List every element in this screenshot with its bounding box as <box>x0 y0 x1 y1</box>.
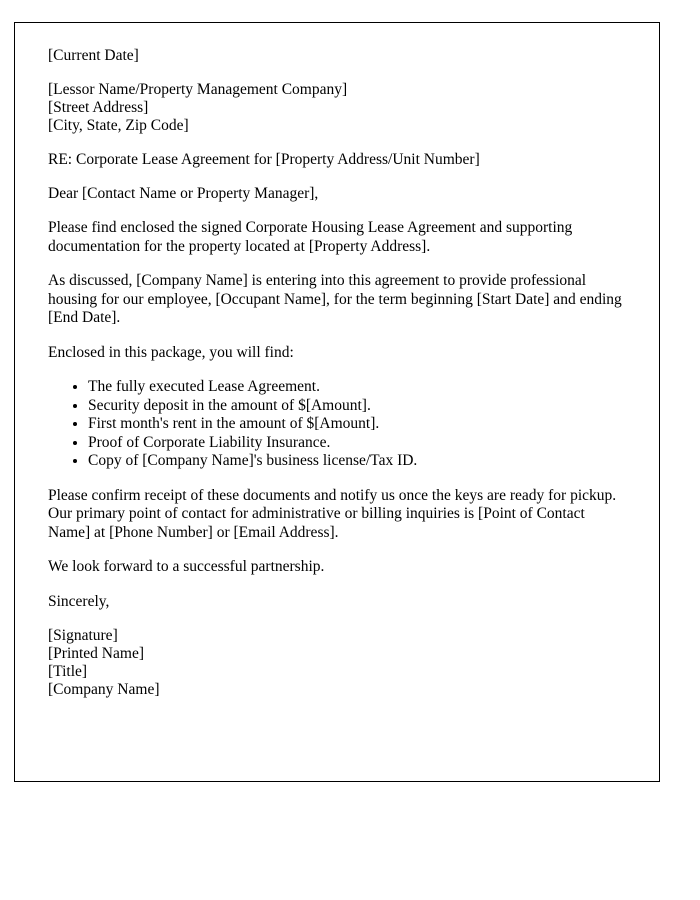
title-line: [Title] <box>48 662 88 680</box>
paragraph-partnership: We look forward to a successful partnership. <box>48 558 325 575</box>
list-item: • Proof of Corporate Liability Insurance. <box>88 434 629 453</box>
signature-line: [Signature] <box>48 626 118 644</box>
recipient-line-1: [Lessor Name/Property Management Company] <box>48 81 348 98</box>
date-text: [Current Date] <box>48 47 139 64</box>
letter-body <box>48 47 629 715</box>
paragraph-enclosed-documents: Please find enclosed the signed Corporate Housing Lease Agreement and supporting documentation for the property located at [Property Address]. <box>48 219 573 255</box>
recipient-line-3: [City, State, Zip Code] <box>48 117 189 134</box>
list-item: • The fully executed Lease Agreement. <box>88 378 629 397</box>
subject-line <box>48 151 629 169</box>
subject-text: RE: Corporate Lease Agreement for [Property Address/Unit Number] <box>48 151 480 168</box>
paragraph-agreement-terms: As discussed, [Company Name] is entering into this agreement to provide professional housing for our employee, [Occupant Name], for the term beginning [Start Date] and ending [End Date]. <box>48 272 622 326</box>
closing <box>48 593 629 611</box>
date-line <box>48 47 629 65</box>
document-page <box>14 22 660 782</box>
list-item: • Security deposit in the amount of $[Amount]. <box>88 397 629 416</box>
recipient-address-block <box>48 81 629 135</box>
enclosure-intro: Enclosed in this package, you will find: <box>48 343 294 361</box>
printed-name-line: [Printed Name] <box>48 644 144 662</box>
company-name-line: [Company Name] <box>48 680 160 698</box>
enclosure-list <box>48 378 629 471</box>
salutation <box>48 185 629 203</box>
paragraph-confirm-receipt: Please confirm receipt of these documents and notify us once the keys are ready for pickup. Our primary point of contact for administrative or billing inquiries is [Point of Contact Name] at [Phone Number] or [Email Address]. <box>48 486 617 541</box>
closing-text: Sincerely, <box>48 592 110 610</box>
signature-block <box>48 627 629 699</box>
salutation-text: Dear [Contact Name or Property Manager], <box>48 185 319 202</box>
list-item: • Copy of [Company Name]'s business license/Tax ID. <box>88 452 629 471</box>
list-item: • First month's rent in the amount of $[Amount]. <box>88 415 629 434</box>
recipient-line-2: [Street Address] <box>48 99 149 116</box>
